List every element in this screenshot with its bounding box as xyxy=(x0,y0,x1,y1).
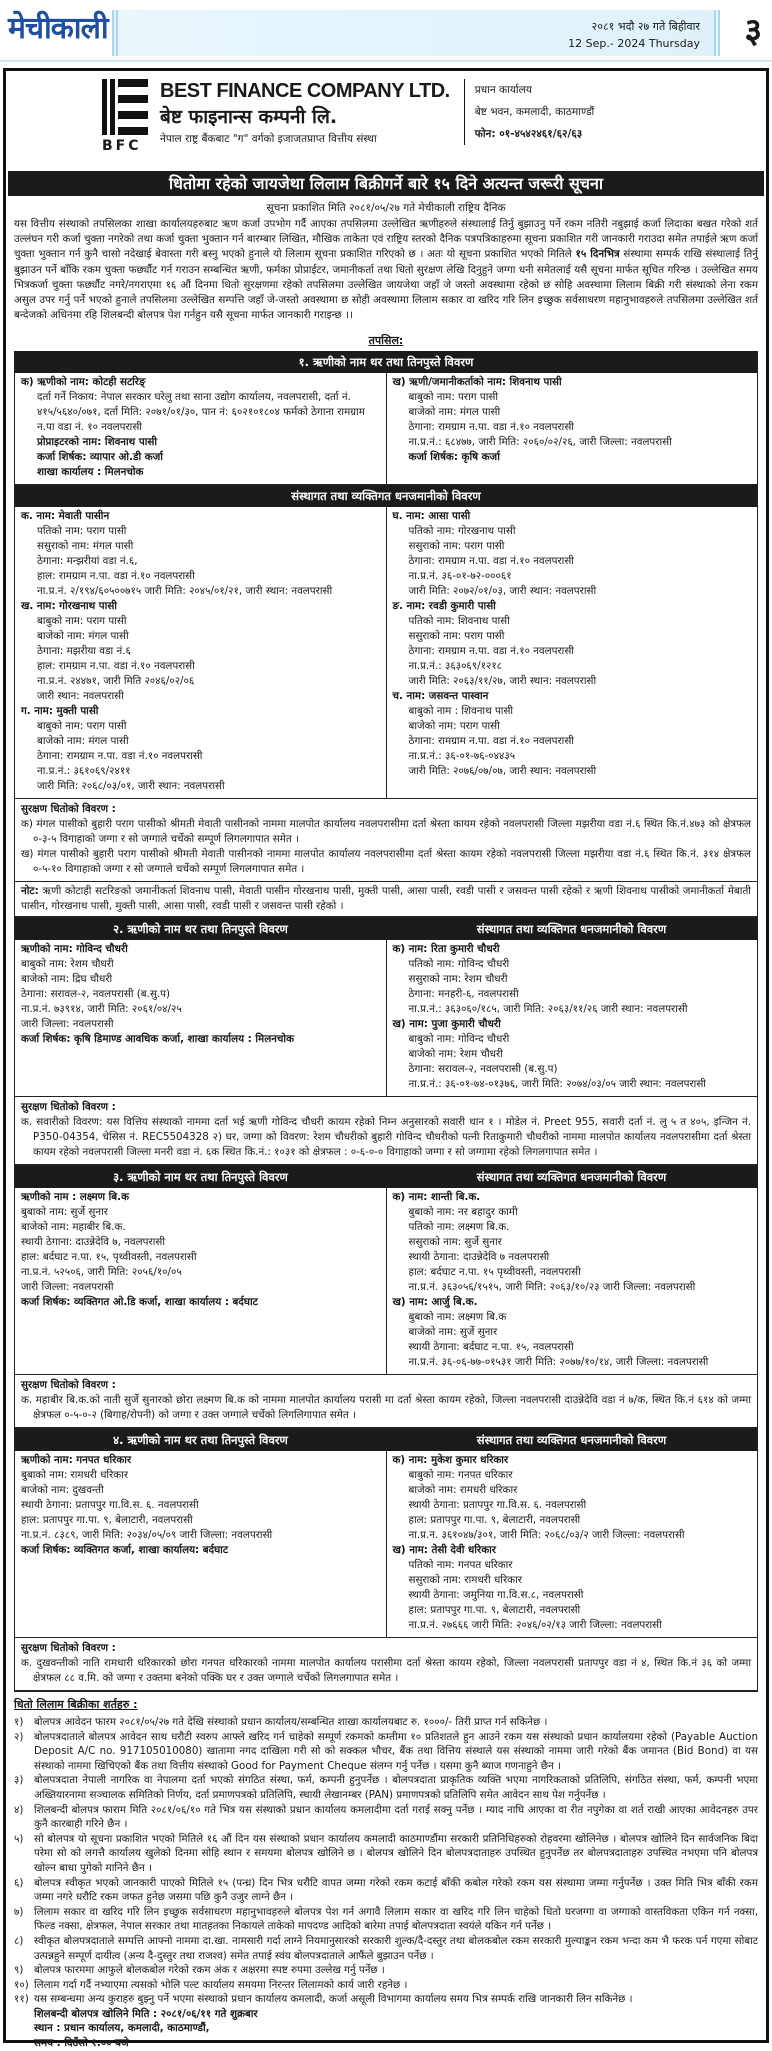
details-column xyxy=(386,1451,758,1637)
details-column xyxy=(386,507,758,798)
details-column xyxy=(15,1451,386,1637)
security-title: सुरक्षण धितोको विवरण : xyxy=(21,803,116,816)
detail-line: ठेगाना: रामग्राम न.पा. वडा नं.१० नवलपरासी xyxy=(408,735,574,748)
detail-line: ना.प्र.नं.: ३६१०६९/२४११ xyxy=(37,765,131,778)
section-header-label: संस्थागत तथा व्यक्तिगत धनजमानीको विवरण xyxy=(476,922,667,937)
detail-line: ठेगाना: मन्झरीयां वडा नं.६, xyxy=(37,555,138,568)
details-column xyxy=(15,1188,386,1374)
term-text: बोलपत्रदाता नेपाली नागरिक वा नेपालमा दर्ता भएको संगठित संस्था, फर्म, कम्पनी हुनुपर्नेछ । बोलपत्रदाता प्राकृतिक व्यक्ति भएमा नागरिकताको प्रतिलिपि, संगठित संस्था, फर्म, कम्पनी भएमा अख्तियारनामा सञ्चालक समितिको निर्णय, दर्ता प्रमाणपत्रको प्रतिलिपि, स्थायी लेखानम्बर (PAN) प्रमाणपत्रको प्रतिलिपि समेत आवेदन साथ पेश गर्नुपर्नेछ । xyxy=(34,1774,758,1801)
detail-line: हाल: बर्दघाट न.पा. १५ पृथ्वीवस्ती, नवलपरासी xyxy=(408,1266,581,1279)
office-label: प्रधान कार्यालय xyxy=(474,84,532,96)
detail-line: पतिको नाम: गनपत धरिकार xyxy=(408,1559,513,1572)
detail-line: बाजेको नाम: मंगल पासी xyxy=(37,630,129,643)
terms-title: धितो लिलाम बिक्रीका शर्तहरु : xyxy=(14,1698,138,1712)
details-column xyxy=(15,940,386,1096)
bfc-logo-icon xyxy=(102,79,150,157)
term-item xyxy=(14,1905,758,1934)
term-text: बोलपत्र आवेदन फारम २०८१/०५/२७ गते देखि संस्थाको प्रधान कार्यालय/सम्बन्धित शाखा कार्यालयबाट रु. १०००/- तिरी प्राप्त गर्न सकिनेछ । xyxy=(34,1716,548,1729)
detail-line: ठेगाना: रामग्राम न.पा. वडा नं.१० नवलपरासी xyxy=(408,645,574,658)
detail-line: बुबाको नाम: रामधरी धरिकार xyxy=(21,1469,129,1482)
term-item xyxy=(14,1832,758,1876)
company-name-en: BEST FINANCE COMPANY LTD. xyxy=(160,80,450,102)
newspaper-logo: मेचीकाली xyxy=(8,11,108,46)
detail-line: बाबुको नाम: रेशम चौधरी xyxy=(21,958,114,971)
term-item xyxy=(14,1773,758,1802)
detail-line: बाजेको नाम: दुखवन्ती xyxy=(21,1484,104,1497)
detail-line: ग. नाम: मुक्ती पासी xyxy=(21,705,99,718)
detail-line: ससुराको नाम: मंगल पासी xyxy=(37,540,134,553)
detail-line: हाल: बर्दघाट न.पा. १५, पृथ्वीवस्ती, नवलपरासी xyxy=(21,1251,197,1264)
note-text: ऋणी कोटाही सटरिङको जमानीकर्ता शिवनाथ पासी, मेवाती पासीन गोरखनाथ पासी, मुक्ती पासी, आसा पासी, रवडी पासी र जसवन्त पासी रहेको र ऋणी शिवनाथ पासीको जमानीकर्ता मेबाती पासीन, गोरखनाथ पासी, मुक्ती पासी, आसा पासी, रवडी पासी र जसवन्त पासी रहेको । xyxy=(21,885,751,913)
detail-line: प्रोप्राइटरको नाम: शिवनाथ पासी xyxy=(37,436,157,449)
intro-text: यस वित्तीय संस्थाको तपसिलका शाखा कार्यालयहरुबाट ऋण कर्जा उपभोग गर्दै आएका तपसिलमा उल्लेखित ऋणीहरुले संस्थालाई तिर्नु बुझाउनु पर्ने रकम नतिरी नबुझाई कर्जा लिदाका बखत गरेको शर्त उल्लंघन गरी कर्जा चुक्ता नगरेको तथा कर्जा चुक्ता भुक्तान गर्न बारम्बार लिखित, मौखिक ताकेता एवं राष्ट्रिय स्तरको दैनिक पत्रपत्रिकाहरुमा सूचना प्रकाशित गरी जानकारी गराउदा समेत तपाईले ऋण कर्जा चुक्ता भुक्तान गर्न कुनै चासो नदेखाई बेवास्ता गरी बस्नु भएको हुनाले यो लिलाम सूचना प्रकाशित गरिएको छ । अतः यो सूचना प्रकाशित भएको मितिले xyxy=(14,218,758,261)
detail-line: बाबुको नाम: पराग पासी xyxy=(37,615,127,628)
divider xyxy=(464,79,465,145)
detail-line: क) नाम: शान्ती बि.क. xyxy=(392,1191,481,1204)
term-number: ५) xyxy=(14,1832,24,1845)
term-item xyxy=(14,1715,758,1730)
detail-line: ना.प्र.नं. २४४७१, जारी मिति २०४६/०२/०६ xyxy=(37,675,195,688)
detail-line: ख) नाम: आर्जु बि.क. xyxy=(392,1296,478,1309)
term-text: यस सम्बन्धमा अन्य कुराहरु बुझ्नु पर्ने भएमा संस्थाको प्रधान कार्यालय कमलादी, कर्जा असूली विभागमा कार्यालय समय भित्र सम्पर्क राखि जानकारी लिन सकिनेछ । xyxy=(34,1993,633,2006)
detail-line: क) नाम: मुकेश कुमार धरिकार xyxy=(392,1454,509,1467)
date-nepali: २०८१ भदौ २७ गते बिहीवार xyxy=(591,20,700,33)
detail-line: बाबुको नाम: गोविन्द चौधरी xyxy=(408,1033,510,1046)
term-item xyxy=(14,1876,758,1905)
section-header-label: संस्थागत तथा व्यक्तिगत धनजमानीको विवरण xyxy=(291,489,481,504)
section-header xyxy=(15,918,757,940)
section-header-label: २. ऋणीको नाम थर तथा तिनपुस्ते विवरण xyxy=(113,922,288,937)
detail-line: बाजेको नाम: रेशम चौधरी xyxy=(408,1048,503,1061)
detail-line: जारी मिति: २०६३/११/२७, जारी स्थान: नवलपरासी xyxy=(408,675,597,688)
detail-line: पतिको नाम: गोविन्द चौधरी xyxy=(408,958,510,971)
detail-line: हाल: प्रतापपुर गा.पा. ९, बेलाटारी, नवलपरासी xyxy=(408,1514,581,1527)
details-column xyxy=(15,373,386,484)
detail-line: दर्ता गर्ने निकाय: नेपाल सरकार घरेलु तथा साना उद्योग कार्यालय, नवलपरासी, दर्ता नं. ४१५/५६४०/०७१, दर्ता मिति: २०७१/०१/३०, पान नं: ६०२१०१८०४ फर्मको ठेगाना रामग्राम न.पा वडा नं. १० नवलपरासी xyxy=(37,391,365,434)
detail-line: क) ऋणीको नाम: कोटही सटरिङ् xyxy=(21,376,146,389)
detail-line: ठेगाना: मनहरी-६, नवलपरासी xyxy=(408,988,519,1001)
term-text: स्वीकृत बोलपत्रदाताले सम्पत्ति आफ्नो नाममा दा.खा. नामसारी गर्दा लाग्ने नियमानुसारको सरकारी शुल्क/दै-दस्तुर तथा बोलकबोल रकम सरकारी मुल्याङ्कन रकम भन्दा कम भै फरक पर्न गएमा सोबाट उत्पन्नहुने सम्पूर्ण दायीत्व (अन्य दै-दुस्तुर तथा राजश्व) समेत तपाई स्वंय बोलपत्रदाताले आफैंले बुझाउन पर्नेछ । xyxy=(34,1934,758,1962)
section-header xyxy=(15,351,757,373)
term-number: ३) xyxy=(14,1774,24,1787)
detail-line: जारी मिति: २०६८/०३/०१, जारी स्थान: नवलपरासी xyxy=(37,780,225,793)
detail-line: ख) नाम: तेसी देवी धरिकार xyxy=(392,1544,496,1557)
auction-notice xyxy=(3,68,769,2050)
detail-line: पतिको नाम: शिवनाथ पासी xyxy=(408,615,510,628)
term-text: बोलपत्रदाताले बोलपत्र आवेदन साथ धरौटी स्वरुप आफ्ले खरिद गर्न चाहेको सम्पूर्ण रकमको कम्तीमा १० प्रतिशतले हुन आउने रकम यस संस्थाको प्रधान कार्यालयमा रहेको (Payable Auction Deposit A/C no. 917105010080) खातामा नगद दाखिला गरी सो को सक्कल भौचर, बैंक तथा वित्तिय संस्थाले यस संस्थाको नाममा जारी गरेको बैंक जमानत (Bid Bond) वा यस संस्थाको नाममा खिचिएको बैंक तथा वित्तीय संस्थाको Good for Payment Cheque संलग्न गर्नु पर्नेछ । यसमा कुनै ब्याज गणनाहुने छैन । xyxy=(34,1730,758,1772)
borrower-sections xyxy=(6,351,766,1692)
detail-line: हाल: प्रतापपुर गा.पा. ९, बेलाटारी, नवलपरासी xyxy=(408,1604,581,1617)
term-number: १) xyxy=(14,1716,24,1729)
security-details xyxy=(15,1375,757,1428)
details-column xyxy=(386,373,758,484)
detail-line: ससुराको नाम: रामधरी धरिकार xyxy=(408,1574,522,1587)
detail-line: ऋणीको नाम: गोविन्द चौधरी xyxy=(21,943,128,956)
term-number: ८) xyxy=(14,1934,24,1947)
borrower-section xyxy=(14,918,758,1166)
detail-line: जारी जिल्ला: नवलपरासी xyxy=(21,1281,114,1294)
section-header-label: संस्थागत तथा व्यक्तिगत धनजमानीको विवरण xyxy=(476,1170,667,1185)
term-text: सो बोलपत्र यो सूचना प्रकाशित भएको मितिले १६ औं दिन यस संस्थाको प्रधान कार्यालय कमलादी काठमाण्डौंमा सरकारी प्रतिनिधिहरुको रोहवरमा खोलिनेछ । बोलपत्र खोलिने दिन सार्वजनिक बिदा परेमा सो को लगत्तै कार्यालय खुलेको दिनमा सोहि स्थान र समयमा बोलपत्र खोलिने छ । बोलपत्र खोलिने दिन बोलपत्रदाताहरु उपस्थित हुनुपर्नेछ तर बोलपत्रदाताहरु उपस्थित नभएमा पनि बोलपत्र खोल्न बाधा पुगेको मानिने छैन । xyxy=(34,1832,758,1874)
security-item: क. महाबीर बि.क.को नाती सुर्जे सुनारको छोरा लक्ष्मण बि.क को नाममा मालपोत कार्यालय परासी मा दर्ता श्रेस्ता कायम रहेको, जिल्ला नवलपरासी दाउन्नेदेवि वडा नं ७/क, स्थित कि.नं ६१४ को जम्मा क्षेत्रफल ०-५-०-२ (बिगाह/रोपनी) को जग्गा र उक्त जग्गाले चर्चेको लिगलिगापात समेत । xyxy=(21,1394,751,1422)
address: बेष्ट भवन, कमलादी, काठमाण्डौं xyxy=(474,106,595,118)
note xyxy=(15,882,757,917)
security-title: सुरक्षण धितोको विवरण : xyxy=(21,1642,116,1655)
detail-line: ससुराको नाम: पराग पासी xyxy=(408,540,505,553)
detail-line: ङ. नाम: रवडी कुमारी पासी xyxy=(392,600,496,613)
term-number: २) xyxy=(14,1730,24,1743)
term-number: ११) xyxy=(14,1993,29,2006)
company-address xyxy=(475,79,595,145)
page-number: ३ xyxy=(744,11,762,51)
details-columns xyxy=(15,940,757,1097)
logo-text: BFC xyxy=(102,138,142,154)
section-header-label: ४. ऋणीको नाम थर तथा तिनपुस्ते विवरण xyxy=(113,1433,288,1448)
detail-line: पतिको नाम: पराग पासी xyxy=(37,525,127,538)
detail-line: कर्जा शिर्षक: व्यक्तिगत ओ.डि कर्जा, शाखा कार्यालय : बर्दघाट xyxy=(21,1296,258,1309)
detail-line: ऋणीको नाम: गनपत धरिकार xyxy=(21,1454,132,1467)
term-item xyxy=(14,1963,758,1978)
detail-line: जारी मिति: २०७६/०७/०७, जारी स्थान: नवलपरासी xyxy=(408,765,597,778)
detail-line: स्थायी ठेगाना: जमुनिया गा.वि.स.८, नवलपरासी xyxy=(408,1589,584,1602)
detail-line: क. नाम: मेवाती पासीन xyxy=(21,510,110,523)
borrower-section xyxy=(14,1166,758,1429)
security-details xyxy=(15,1638,757,1691)
detail-line: ना.प्र.नं.: ३६३०६९/१२१८ xyxy=(408,660,503,673)
detail-line: पतिको नाम: लक्ष्मण बि.क. xyxy=(408,1221,510,1234)
details-columns xyxy=(15,1188,757,1375)
detail-line: ना.प्र.नं. ८३८९, जारी मिति: २०३४/०५/०९ जारी जिल्ला: नवलपरासी xyxy=(21,1529,273,1542)
details-column xyxy=(386,1188,758,1374)
details-columns xyxy=(15,1451,757,1638)
security-item: क. दुखवन्तीको नाति रामधारी धरिकारको छोरा गनपत धरिकारको नाममा मालपोत कार्यालय परासीमा दर्ता श्रेस्ता कायम रहेको, जिल्ला नवलपरासी प्रतापपुर वडा नं ४, स्थित कि.नं ३६ को जम्मा क्षेत्रफल ८८ व.मि. को जग्गा र उक्तमा बनेको पक्कि घर र उक्त जग्गाले चर्चेको लिगलगापात समेत । xyxy=(21,1657,751,1685)
term-text: बोलपत्र स्वीकृत भएको जानकारी पाएको मितिले १५ (पन्ध्र) दिन भित्र धरौटि वापत जम्मा गरेको रकम कटाई बाँकी कबोल गरेको रकम यस संस्थामा जम्मा गर्नुपर्नेछ । उक्त मिति भित्र बाँकी रकम जम्मा नगरे धरौटि रकम जफत हुनेछ जसमा पछि कुनै उजुर लाग्ने छैन । xyxy=(34,1876,758,1904)
detail-line: स्थायी ठेगाना: प्रतापपुर गा.वि.स. ६. नवलपरासी xyxy=(21,1499,199,1512)
term-text: लिलाम सकार वा खरिद गरि लिन इच्छुक सर्वसाधरण महानुभावहरुले बोलपत्र पेश गर्न अगावै लिलाम सकार वा खरिद गरि लिन चाहेको धितो घरजग्गा वा जग्गाको वास्तविकता एकिन गर्न नक्सा, फिल्ड नक्सा, क्षेत्रफल, नेपाल सरकार तथा मातहतका निकायले ताकेको मापदण्ड आदिको बारेमा तपाई बोलपत्रदाता स्वयंले यकिन गर्न पर्नेछ । xyxy=(34,1905,758,1933)
detail-line: स्थायी ठेगाना: दाउन्नेदेवि ७, नवलपरासी xyxy=(21,1236,165,1249)
detail-line: ससुराको नाम: पराग पासी xyxy=(408,630,505,643)
detail-line: ना.प्र.नं.: ३६-०१-७४-०१३७६, जारी मिति: २०७४/०३/०५ जारी स्थान: नवलपरासी xyxy=(408,1078,706,1091)
notice-title: धितोमा रहेको जायजेथा लिलाम बिक्रीगर्ने बारे १५ दिने अत्यन्त जरूरी सूचना xyxy=(8,171,764,196)
section-header xyxy=(15,1429,757,1451)
publication-date: सूचना प्रकाशित मिति २०८१/०५/२७ गते मेचीकाली राष्ट्रिय दैनिक xyxy=(266,202,506,214)
detail-line: बाजेको नाम: महाबीर बि.क. xyxy=(21,1221,126,1234)
detail-line: कर्जा शिर्षक: व्यक्तिगत कर्जा, शाखा कार्यालय: बर्दघाट xyxy=(21,1544,229,1557)
detail-line: ना.प्र.नं.: ३६-०१-७६-०४४३५ xyxy=(408,750,516,763)
detail-line: ना.प्र.नं. ३६३०५६/१५१५, जारी मिति: २०६३/१०/२३ जारी जिल्ला: नवलपरासी xyxy=(408,1281,696,1294)
detail-line: हाल: प्रतापपुर गा.पा. ९, बेलाटारी, नवलपरासी xyxy=(21,1514,193,1527)
detail-line: ठेगाना: रामग्राम न.पा. वडा नं.१० नवलपरासी xyxy=(408,421,574,434)
detail-line: बाजेको नाम: मंगल पासी xyxy=(408,406,501,419)
intro-text: संस्थामा सम्पर्क राखि संस्थालाई तिर्नु बुझाउन पर्ने बाँकि रकम चुक्ता फर्छ्यौट गर्न गराउन सम्बन्धित ऋणी, फर्मका प्रोप्राईटर, जमानीकर्ता तथा धितो सुरक्षण लेखि दिनुहुने जग्गा धनी समेतलाई यसै सूचना मार्फत सूचित गरिन्छ । उल्लेखित समय भित्रकर्जा चुक्ता फर्छ्यौट नगरे/नगराएमा १६ औं दिनमा धितो सुरक्षणमा रहेको तपसिलमा उल्लेखित जायजेथा जहाँ जे जस्तो अवस्थामा रहेको छ सोहि अवस्थामा लिलाम बिक्री गरी संस्थाको लेना रकम असुल उपर गर्नु पर्ने भएको हुनाले तपसिलमा उल्लेखित सम्पत्ति जहाँ जे-जस्तो अवस्थामा छ सोही अवस्थामा लिलाम सकार वा खरिद गरि लिन इच्छुक सर्वसाधरण महानुभावहरुले तपसिलमा उल्लेखित शर्त बन्देजको अधिनमा रहि शिलबन्दी बोलपत्र पेश गर्नहुन यसै सूचना मार्फत जानकारी गराइन्छ ।। xyxy=(14,248,758,322)
details-column xyxy=(15,507,386,798)
detail-line: बाबुको नाम : शिवनाथ पासी xyxy=(408,705,514,718)
term-text: बोलपत्र फारममा आफुले बोलकबोल गरेको रकम अंक र अक्षरमा स्पष्ट रुपमा उल्लेख गर्नु पर्नेछ । xyxy=(34,1964,385,1977)
borrower-section xyxy=(14,351,758,918)
section-header-label: संस्थागत तथा व्यक्तिगत धनजमानीको विवरण xyxy=(476,1433,667,1448)
detail-line: बुबाको नाम: लक्ष्मण बि.क xyxy=(408,1311,507,1324)
terms-list xyxy=(14,1715,758,2007)
company-subtitle: नेपाल राष्ट्र बैंकबाट "ग" वर्गको इजाजतप्राप्त वित्तीय संस्था xyxy=(160,133,377,145)
company-name-np: बेष्ट फाइनान्स कम्पनी लि. xyxy=(160,106,338,128)
detail-line: जारी मिति: २०७२/०१/०३, जारी स्थान: नवलपरासी xyxy=(408,585,597,598)
detail-line: ठेगाना: रामग्राम न.पा. वडा नं.१० नवलपरासी xyxy=(37,750,203,763)
detail-line: स्थायी ठेगाना: बर्दघाट न.पा. १५, नवलपरासी xyxy=(408,1341,574,1354)
detail-line: ना.प्र.नं. ७३९१४, जारी मिति: २०६१/०४/२५ xyxy=(21,1003,182,1016)
term-text: शिलबन्दी बोलपत्र फाराम मिति २०८१/०६/१० गते भित्र यस संस्थाको प्रधान कार्यालय कमलादीमा दर्ता गराई सक्नु पर्नेछ । म्याद नाघि आएका वा रीत नपुगेका वा शर्त राखी आएका आवेदनहरु उपर कुनै कारबाही गरिने छैन । xyxy=(34,1803,758,1831)
term-text: लिलाम गर्दा गर्दै नभ्याएमा त्यसको भोलि पल्ट कार्यालय समयमा निरन्तर लिलामको कार्य जारी रहनेछ । xyxy=(34,1978,408,1991)
term-number: ४) xyxy=(14,1803,24,1816)
company-name-block xyxy=(160,79,450,147)
detail-line: पतिको नाम: गोरखनाथ पासी xyxy=(408,525,516,538)
detail-line: बुबाको नाम: नर बहादुर कामी xyxy=(408,1206,518,1219)
details-columns xyxy=(15,373,757,485)
detail-line: घ. नाम: आसा पासी xyxy=(392,510,471,523)
detail-line: ना.प्र.नं. २/१९४/६०५००७१५ जारी मिति: २०४५/०१/२१, जारी स्थान: नवलपरासी xyxy=(37,585,333,598)
detail-line: ससुराको नाम: रेशम चौधरी xyxy=(408,973,508,986)
section-header xyxy=(15,485,757,507)
borrower-section xyxy=(14,1429,758,1692)
newspaper-masthead xyxy=(0,0,772,62)
security-item: क. सवारीको विवरण: यस वित्तिय संस्थाको नाममा दर्ता भई ऋणी गोविन्द चौधरी कायम रहेको निम्न अनुसारको सवारी थान १ । मोडेल नं. Preet 955, सवारी दर्ता नं. लु ५ त ४०५, इन्जिन नं. P350-04354, चेसिस नं. REC5504328 २) घर, जग्गा को विवरण: रेशम चौधरीको बुहारी गोविन्द चौधरीको पत्नी रिताकुमारी चौधरीको नाममा मालपोत कार्यालय नवलपरासीमा दर्ता श्रेस्ता कायम रहेको नवलपरासी जिल्ला मनरी वडा नं. ६क स्थित कि.नं.: १०३१ को क्षेत्रफल : ०-६-०-० विगाहाको जग्गा र सो जग्गामा रहेको लिगलगापात समेत । xyxy=(21,1116,751,1159)
term-number: ७) xyxy=(14,1905,24,1918)
auction-terms xyxy=(6,1692,766,2050)
detail-line: हाल: रामग्राम न.पा. वडा नं.१० नवलपरासी xyxy=(37,570,195,583)
detail-line: ना.प्र.नं. २७६६६ जारी मिति: २०४६/०२/१३ जारी जिल्ला: नवलपरासी xyxy=(408,1619,662,1632)
security-details xyxy=(15,1097,757,1165)
term-number: १०) xyxy=(14,1978,29,1991)
detail-line: जारी जिल्ला: नवलपरासी xyxy=(21,1018,114,1031)
detail-line: ठेगाना: सरावल-२, नवलपरासी (ब.सु.प) xyxy=(408,1063,558,1076)
section-header-label: ३. ऋणीको नाम थर तथा तिनपुस्ते विवरण xyxy=(113,1170,288,1185)
detail-line: कर्जा शिर्षक: कृषि डिमाण्ड आवधिक कर्जा, शाखा कार्यालय : मिलनचोक xyxy=(21,1033,295,1046)
detail-line: ऋणीको नाम : लक्ष्मण बि.क xyxy=(21,1191,129,1204)
detail-line: ठेगाना: रामग्राम न.पा. वडा नं.१० नवलपरासी xyxy=(408,555,574,568)
term-item xyxy=(14,1934,758,1963)
detail-line: ख. नाम: गोरखनाथ पासी xyxy=(21,600,117,613)
detail-line: स्थायी ठेगाना: प्रतापपुर गा.वि.स. ६. नवलपरासी xyxy=(408,1499,587,1512)
date-english: 12 Sep.- 2024 Thursday xyxy=(568,37,700,50)
detail-line: क) नाम: रिता कुमारी चौधरी xyxy=(392,943,500,956)
security-details xyxy=(15,799,757,882)
detail-line: स्थायी ठेगाना: दाउन्नेदेवि ७ नवलपरासी xyxy=(408,1251,550,1264)
detail-line: ठेगाना: सरावल-२, नवलपरासी (ब.सु.प) xyxy=(21,988,171,1001)
company-header xyxy=(6,71,766,171)
detail-line: शाखा कार्यालय : मिलनचोक xyxy=(37,466,144,479)
detail-line: ना.प्र.नं. ३६-०६-७७-०१५३१ जारी मिति: २०७७/१०/१४, जारी जिल्ला: नवलपरासी xyxy=(408,1356,709,1369)
security-title: सुरक्षण धितोको विवरण : xyxy=(21,1379,116,1392)
details-column xyxy=(386,940,758,1096)
security-item: ख) मंगल पासीको बुहारी पराग पासीको श्रीमती मेवाती पासीनको नाममा मालपोत कार्यालय नवलपरासीमा दर्ता श्रेस्ता कायम रहेको नवलपरासी जिल्ला मझरीया वडा नं.६ स्थित कि.नं. ३१४ क्षेत्रफल ०-५-१० विगाहाको जग्गा र सो जग्गाले चर्चेको सम्पूर्ण लिगलगापात समेत । xyxy=(21,848,751,876)
detail-line: ख) नाम: पुजा कुमारी चौधरी xyxy=(392,1018,501,1031)
detail-line: बाजेको नाम: द्रिघ चौधरी xyxy=(21,973,113,986)
detail-line: ना.प्र.नं. ३६-०१-७२-०००६१ xyxy=(408,570,512,583)
issue-date xyxy=(568,18,700,52)
detail-line: ना.प्र.न. ३६१०४७/३०१, जारी मिति: २०६८/०३/२ जारी जिल्ला: नवलपरासी xyxy=(408,1529,685,1542)
security-title: सुरक्षण धितोको विवरण : xyxy=(21,1101,116,1114)
closing-line: स्थान : प्रधान कार्यालय, कमलादी, काठमाण्डौं, xyxy=(34,2022,210,2035)
detail-line: ना.प्र.नं.: ६८४७७, जारी मिति: २०६०/०२/२६, जारी जिल्ला: नवलपरासी xyxy=(408,436,672,449)
detail-line: कर्जा शिर्षक: व्यापार ओ.डी कर्जा xyxy=(37,451,163,464)
detail-line: बाजेको नाम: सुर्जे सुनार xyxy=(408,1326,498,1339)
intro-paragraph xyxy=(6,217,766,323)
schedule-heading: तपसिल: xyxy=(368,334,404,348)
detail-line: च. नाम: जसवन्त पास्वान xyxy=(392,690,489,703)
term-item xyxy=(14,1730,758,1774)
term-item xyxy=(14,1803,758,1832)
detail-line: बाबुको नाम: गनपत धरिकार xyxy=(408,1469,513,1482)
closing-line: समय : दिउँसो १:०० बजे xyxy=(34,2037,129,2050)
note-label: नोट: xyxy=(21,885,39,898)
detail-line: कर्जा शिर्षक: कृषि कर्जा xyxy=(408,451,500,464)
detail-line: बाबुको नाम: पराग पासी xyxy=(408,391,498,404)
detail-line: बाजेको नाम: रामधरी धरिकार xyxy=(408,1484,518,1497)
detail-line: ना.प्र.नं. ५२५०६, जारी मिति: २०५६/१०/०५ xyxy=(21,1266,182,1279)
detail-line: जारी स्थान: नवलपरासी xyxy=(37,690,124,703)
opening-details xyxy=(14,2007,758,2051)
detail-line: बुबाको नाम: सुर्जे सुनार xyxy=(21,1206,108,1219)
security-item: क) मंगल पासीको बुहारी पराग पासीको श्रीमती मेवाती पासीनको नाममा मालपोत कार्यालय नवलपरासीमा दर्ता श्रेस्ता कायम रहेको नवलपरासी जिल्ला मझरीया वडा नं.६ स्थित कि.नं.४७३ को क्षेत्रफल ०-३-५ विगाहाको जग्गा र सो जग्गाले चर्चेको सम्पूर्ण लिगलगापात समेत । xyxy=(21,818,751,846)
detail-line: बाबुको नाम: पराग पासी xyxy=(37,720,127,733)
term-item xyxy=(14,1992,758,2007)
intro-deadline: १५ दिनभित्र xyxy=(575,248,620,261)
detail-line: हाल: रामग्राम न.पा. वडा नं.१० नवलपरासी xyxy=(37,660,195,673)
closing-line: शिलबन्दी बोलपत्र खोलिने मिति : २०८१/०६/११ गते शुक्रबार xyxy=(34,2007,258,2020)
details-columns xyxy=(15,507,757,799)
detail-line: ससुराको नाम: सुर्जे सुनार xyxy=(408,1236,502,1249)
section-header-label: १. ऋणीको नाम थर तथा तिनपुस्ते विवरण xyxy=(298,355,474,370)
term-item xyxy=(14,1978,758,1993)
detail-line: ना.प्र.नं.: ३६३०६०/१८५, जारी मिति: २०६३/११/२६ जारी स्थान: नवलपरासी xyxy=(408,1003,688,1016)
detail-line: बाजेको नाम: मंगल पासी xyxy=(37,735,129,748)
section-header xyxy=(15,1166,757,1188)
term-number: ६) xyxy=(14,1876,24,1889)
detail-line: ठेगाना: मझरीया वडा नं.६ xyxy=(37,645,131,658)
detail-line: ख) ऋणी/जमानीकर्ताको नाम: शिवनाथ पासी xyxy=(392,376,562,389)
phone: फोन: ०१-४५४२४६१/६२/६३ xyxy=(474,128,583,140)
detail-line: बाजेको नाम: पराग पासी xyxy=(408,720,500,733)
term-number: ९) xyxy=(14,1964,24,1977)
